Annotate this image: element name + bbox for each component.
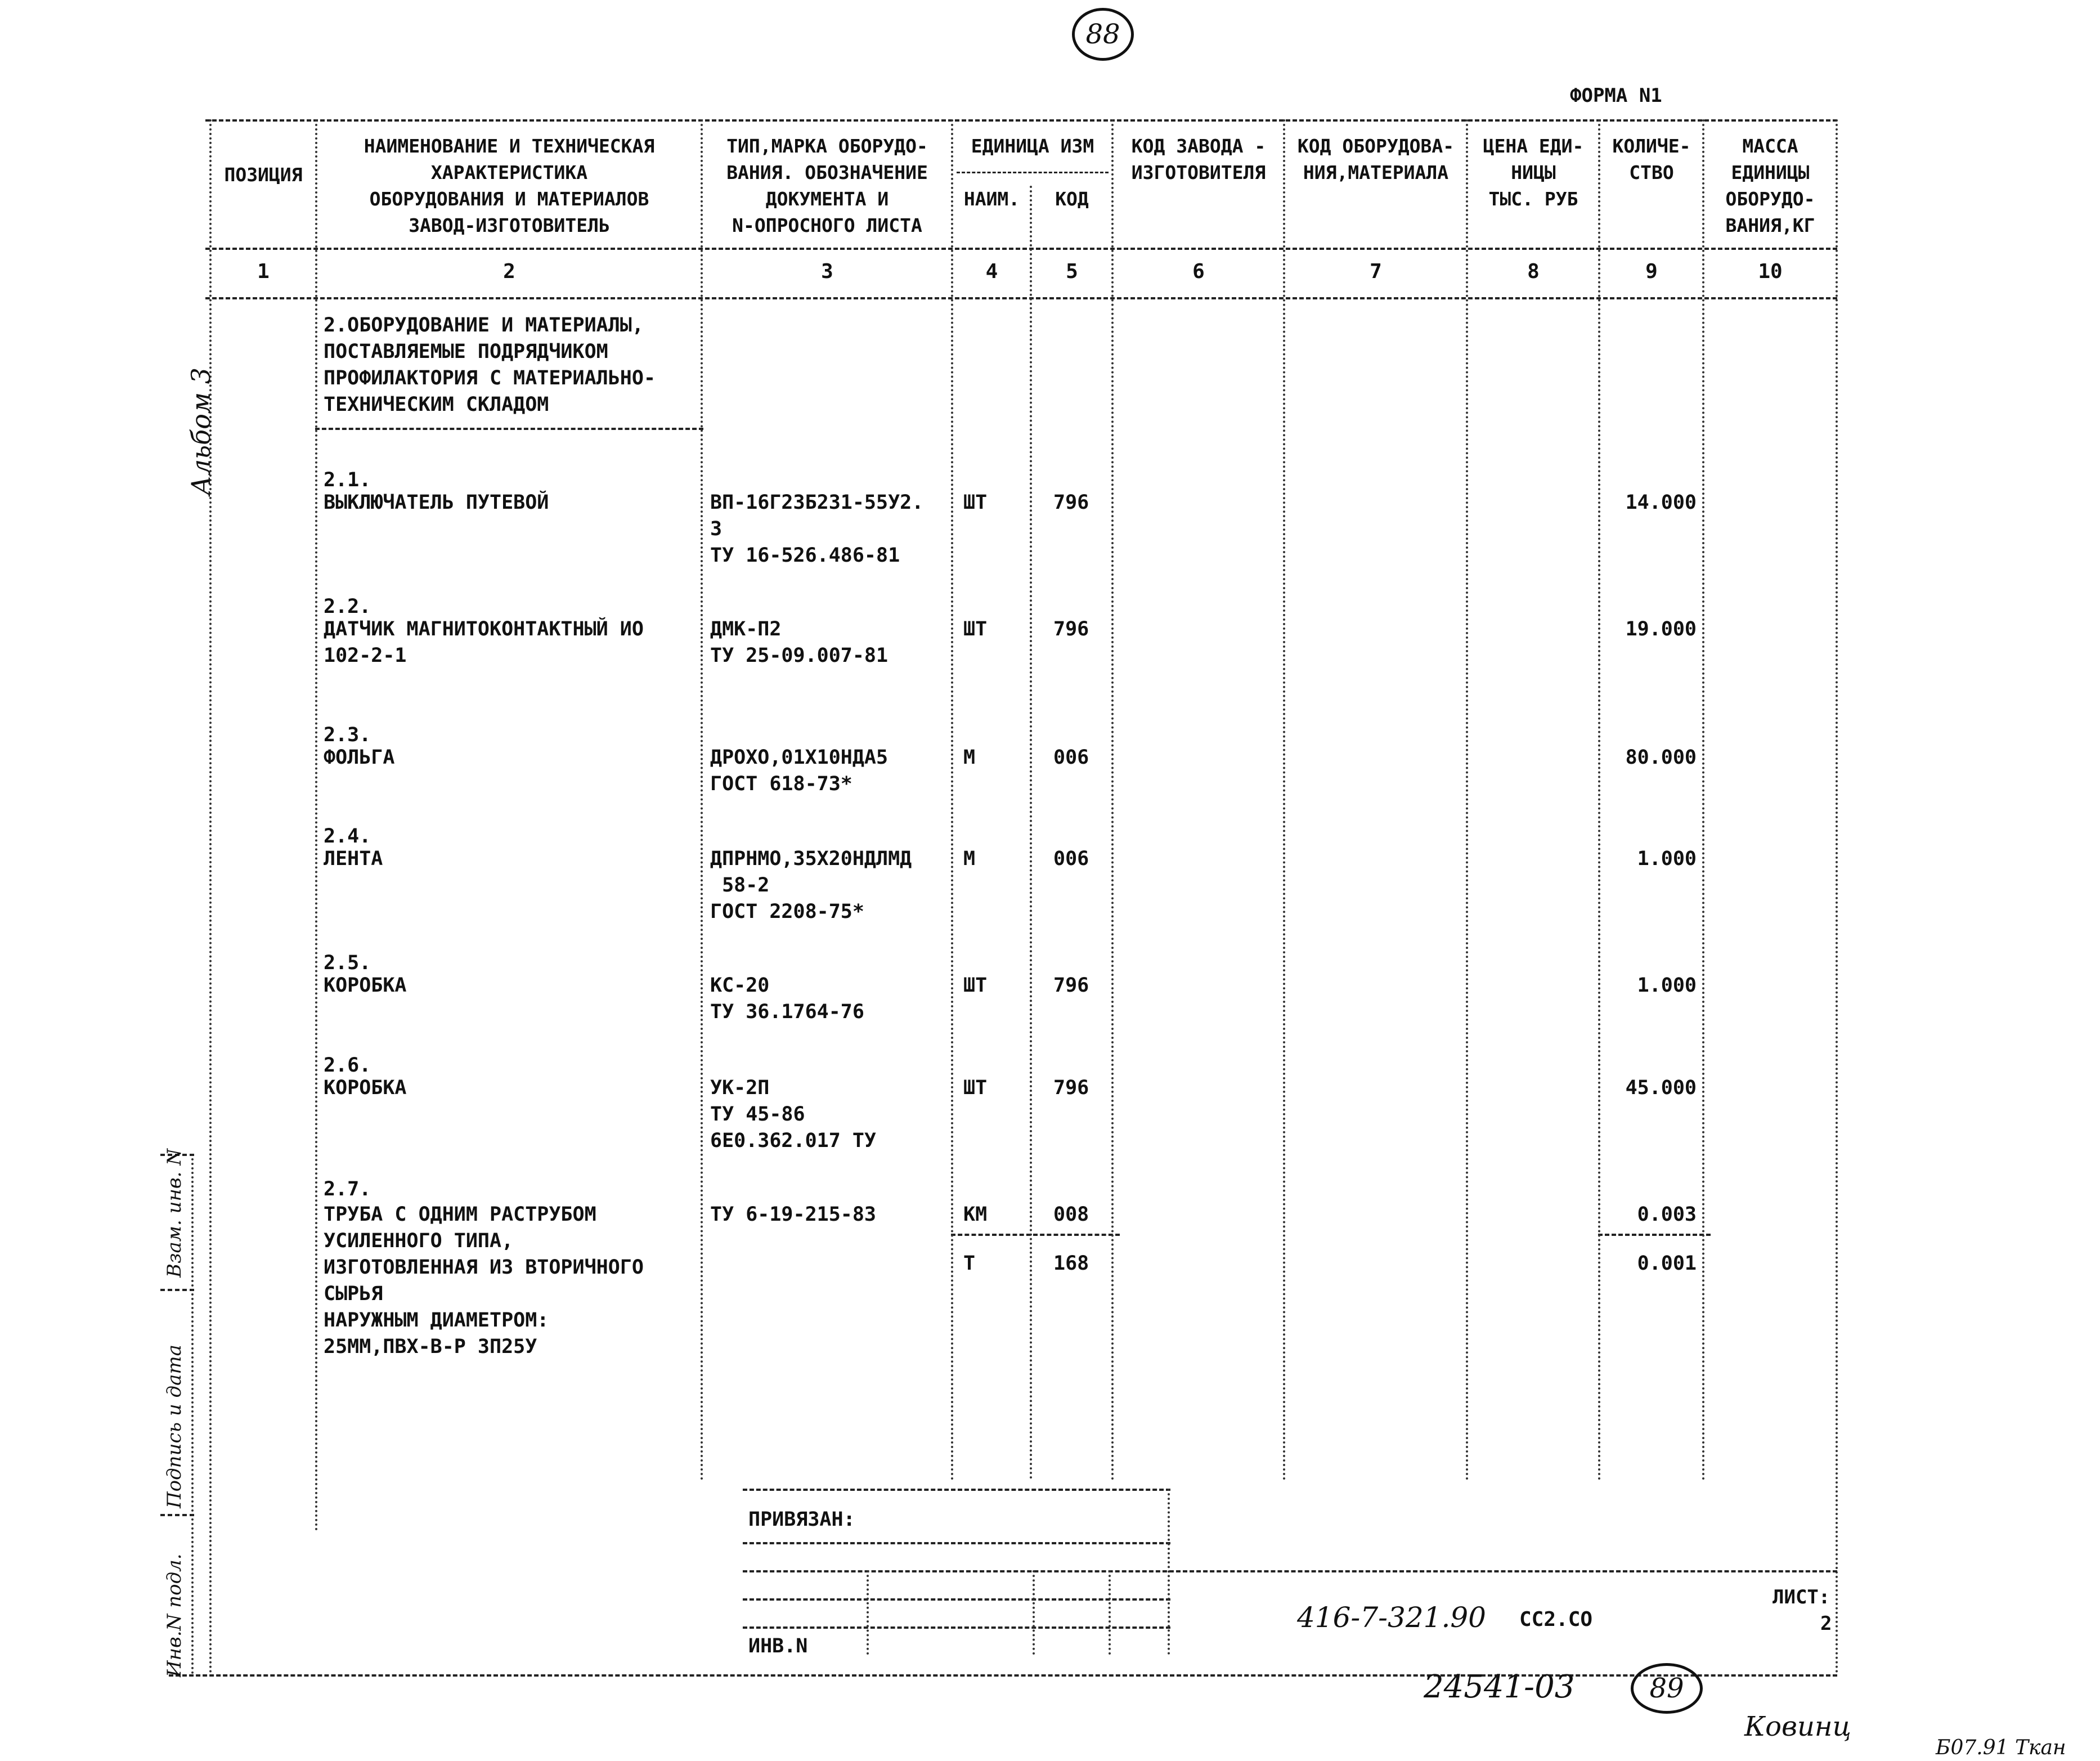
item-2-1-position: 2.1.: [324, 469, 371, 491]
inv-label: ИНВ.N: [748, 1635, 808, 1657]
item-2-6-doc: УК-2П ТУ 45-86 6Е0.362.017 ТУ: [710, 1077, 877, 1152]
section-title-rule: [315, 428, 703, 430]
side-label-inv-original: Инв.N подл.: [163, 1553, 186, 1677]
side-label-signature-date: Подпись и дата: [163, 1345, 186, 1508]
header-plant-code: КОД ЗАВОДА - ИЗГОТОВИТЕЛЯ: [1131, 135, 1266, 183]
signature: Ковинц: [1744, 1711, 1852, 1742]
item-2-4-code: 006: [1053, 848, 1089, 870]
item-2-2-name: ДАТЧИК МАГНИТОКОНТАКТНЫЙ ИО 102-2-1: [324, 618, 644, 667]
col-sep-7-8: [1466, 119, 1468, 1481]
item-2-3-name: ФОЛЬГА: [324, 746, 395, 769]
item-2-5-name: КОРОБКА: [324, 974, 407, 997]
stamp-sep-4: [1168, 1489, 1170, 1655]
header-unit-rule: [957, 172, 1109, 173]
colnum-7: 7: [1370, 260, 1382, 283]
table-right-border: [1836, 119, 1838, 1674]
col-sep-5-6: [1111, 119, 1114, 1481]
item-2-7-unit: КМ: [963, 1203, 988, 1226]
header-mass: МАССА ЕДИНИЦЫ ОБОРУДО- ВАНИЯ,КГ: [1725, 135, 1815, 236]
header-unit-code: КОД: [1055, 188, 1089, 210]
header-bottom-rule: [205, 248, 1837, 250]
signature-date: Б07.91 Ткан: [1936, 1736, 2066, 1759]
side-stamp-rule-2: [160, 1289, 194, 1291]
item-2-5-position: 2.5.: [324, 952, 371, 974]
item-2-3-unit: М: [963, 746, 976, 769]
table-top-rule: [205, 119, 1837, 122]
colnum-9: 9: [1645, 260, 1658, 283]
item-2-2-unit: ШТ: [963, 618, 988, 640]
colnum-8: 8: [1527, 260, 1540, 283]
table-bottom-rule: [169, 1674, 1837, 1677]
item-2-4-position: 2.4.: [324, 825, 371, 848]
qty-split-rule: [1598, 1234, 1711, 1236]
colnum-5: 5: [1066, 260, 1078, 283]
item-2-3-code: 006: [1053, 746, 1089, 769]
item-2-6-name: КОРОБКА: [324, 1077, 407, 1099]
stamp-rule-3: [743, 1598, 1170, 1601]
item-2-2-doc: ДМК-П2 ТУ 25-09.007-81: [710, 618, 889, 667]
item-2-3-position: 2.3.: [324, 724, 371, 746]
stamp-top-rule: [743, 1489, 1170, 1491]
col-sep-1-2: [315, 119, 317, 1532]
form-label: ФОРМА N1: [1570, 84, 1662, 107]
stamp-sep-3: [1109, 1570, 1111, 1655]
item-2-6-quantity: 45.000: [1625, 1077, 1697, 1099]
col-sep-8-9: [1598, 119, 1600, 1481]
item-2-1-code: 796: [1053, 491, 1089, 514]
attached-label: ПРИВЯЗАН:: [748, 1508, 855, 1531]
item-2-7-quantity: 0.003: [1637, 1203, 1697, 1226]
header-equipment-code: КОД ОБОРУДОВА- НИЯ,МАТЕРИАЛА: [1297, 135, 1455, 183]
item-2-7-doc: ТУ 6-19-215-83: [710, 1203, 877, 1226]
item-2-7-code: 008: [1053, 1203, 1089, 1226]
col-sep-6-7: [1283, 119, 1285, 1481]
header-name: НАИМЕНОВАНИЕ И ТЕХНИЧЕСКАЯ ХАРАКТЕРИСТИКА ОБОРУДОВАНИЯ И МАТЕРИАЛОВ ЗАВОД-ИЗГОТОВИТЕЛЬ: [364, 135, 655, 236]
item-2-1-name: ВЫКЛЮЧАТЕЛЬ ПУТЕВОЙ: [324, 491, 549, 514]
header-quantity: КОЛИЧЕ- СТВО: [1612, 135, 1691, 183]
item-2-7-name: ТРУБА С ОДНИМ РАСТРУБОМ УСИЛЕННОГО ТИПА, ИЗГОТОВЛЕННАЯ ИЗ ВТОРИЧНОГО СЫРЬЯ НАРУЖНЫМ ДИАМЕТРОМ: 25ММ,ПВХ-В-Р ЗП25У: [324, 1203, 644, 1358]
unit-split-rule: [951, 1234, 1120, 1236]
header-position: ПОЗИЦИЯ: [224, 164, 303, 186]
item-2-6-position: 2.6.: [324, 1054, 371, 1077]
stamp-rule-1: [743, 1542, 1170, 1544]
colnum-3: 3: [821, 260, 833, 283]
item-2-5-quantity: 1.000: [1637, 974, 1697, 997]
header-unit-name: НАИМ.: [963, 188, 1020, 210]
section-title: 2.ОБОРУДОВАНИЕ И МАТЕРИАЛЫ, ПОСТАВЛЯЕМЫЕ ПОДРЯДЧИКОМ ПРОФИЛАКТОРИЯ С МАТЕРИАЛЬНО- ТЕХНИЧЕСКИМ СКЛАДОМ: [324, 314, 656, 416]
colnum-4: 4: [985, 260, 998, 283]
item-2-1-doc: ВП-16Г23Б231-55У2. 3 ТУ 16-526.486-81: [710, 491, 924, 567]
table-left-border: [209, 119, 212, 1674]
stamp-rule-2: [743, 1570, 1837, 1572]
colnum-bottom-rule: [205, 297, 1837, 299]
document-code: 416-7-321.90: [1297, 1601, 1486, 1634]
colnum-10: 10: [1758, 260, 1783, 283]
stamp-sep-2: [1033, 1570, 1035, 1655]
album-note: Альбом 3: [186, 368, 216, 495]
col-sep-9-10: [1702, 119, 1704, 1481]
item-2-4-name: ЛЕНТА: [324, 848, 383, 870]
item-2-5-code: 796: [1053, 974, 1089, 997]
item-2-7-code-2: 168: [1053, 1252, 1089, 1275]
item-2-7-quantity-2: 0.001: [1637, 1252, 1697, 1275]
item-2-5-unit: ШТ: [963, 974, 988, 997]
header-price: ЦЕНА ЕДИ- НИЦЫ ТЫС. РУБ: [1483, 135, 1584, 210]
sheet-label: ЛИСТ:: [1773, 1586, 1830, 1608]
side-stamp-rule-3: [160, 1514, 194, 1516]
item-2-5-doc: КС-20 ТУ 36.1764-76: [710, 974, 864, 1023]
item-2-7-unit-2: Т: [963, 1252, 976, 1275]
item-2-4-quantity: 1.000: [1637, 848, 1697, 870]
item-2-4-unit: М: [963, 848, 976, 870]
col-sep-3-4: [951, 119, 953, 1481]
stamp-rule-4: [743, 1626, 1170, 1629]
item-2-2-position: 2.2.: [324, 595, 371, 618]
copy-number: 89: [1631, 1663, 1703, 1714]
item-2-3-doc: ДРОХО,01Х10НДА5 ГОСТ 618-73*: [710, 746, 889, 795]
colnum-2: 2: [503, 260, 515, 283]
document-suffix: СС2.СО: [1519, 1608, 1593, 1631]
item-2-6-unit: ШТ: [963, 1077, 988, 1099]
side-stamp-border: [191, 1154, 194, 1674]
item-2-6-code: 796: [1053, 1077, 1089, 1099]
colnum-6: 6: [1192, 260, 1205, 283]
col-sep-4-5: [1030, 186, 1032, 1480]
page-number: 88: [1072, 8, 1134, 61]
item-2-1-quantity: 14.000: [1625, 491, 1697, 514]
item-2-4-doc: ДПРНМО,35Х20НДЛМД 58-2 ГОСТ 2208-75*: [710, 848, 912, 923]
sheet-number: 2: [1820, 1612, 1832, 1635]
inventory-number: 24541-03: [1424, 1669, 1575, 1705]
col-sep-2-3: [701, 119, 703, 1481]
side-label-replacement-inv: Взам. инв. N: [163, 1148, 186, 1278]
item-2-3-quantity: 80.000: [1625, 746, 1697, 769]
header-unit: ЕДИНИЦА ИЗМ: [971, 135, 1094, 157]
item-2-1-unit: ШТ: [963, 491, 988, 514]
colnum-1: 1: [257, 260, 270, 283]
item-2-2-code: 796: [1053, 618, 1089, 640]
header-type: ТИП,МАРКА ОБОРУДО- ВАНИЯ. ОБОЗНАЧЕНИЕ ДОКУМЕНТА И N-ОПРОСНОГО ЛИСТА: [726, 135, 928, 236]
item-2-2-quantity: 19.000: [1625, 618, 1697, 640]
item-2-7-position: 2.7.: [324, 1178, 371, 1200]
stamp-sep-1: [867, 1570, 869, 1655]
